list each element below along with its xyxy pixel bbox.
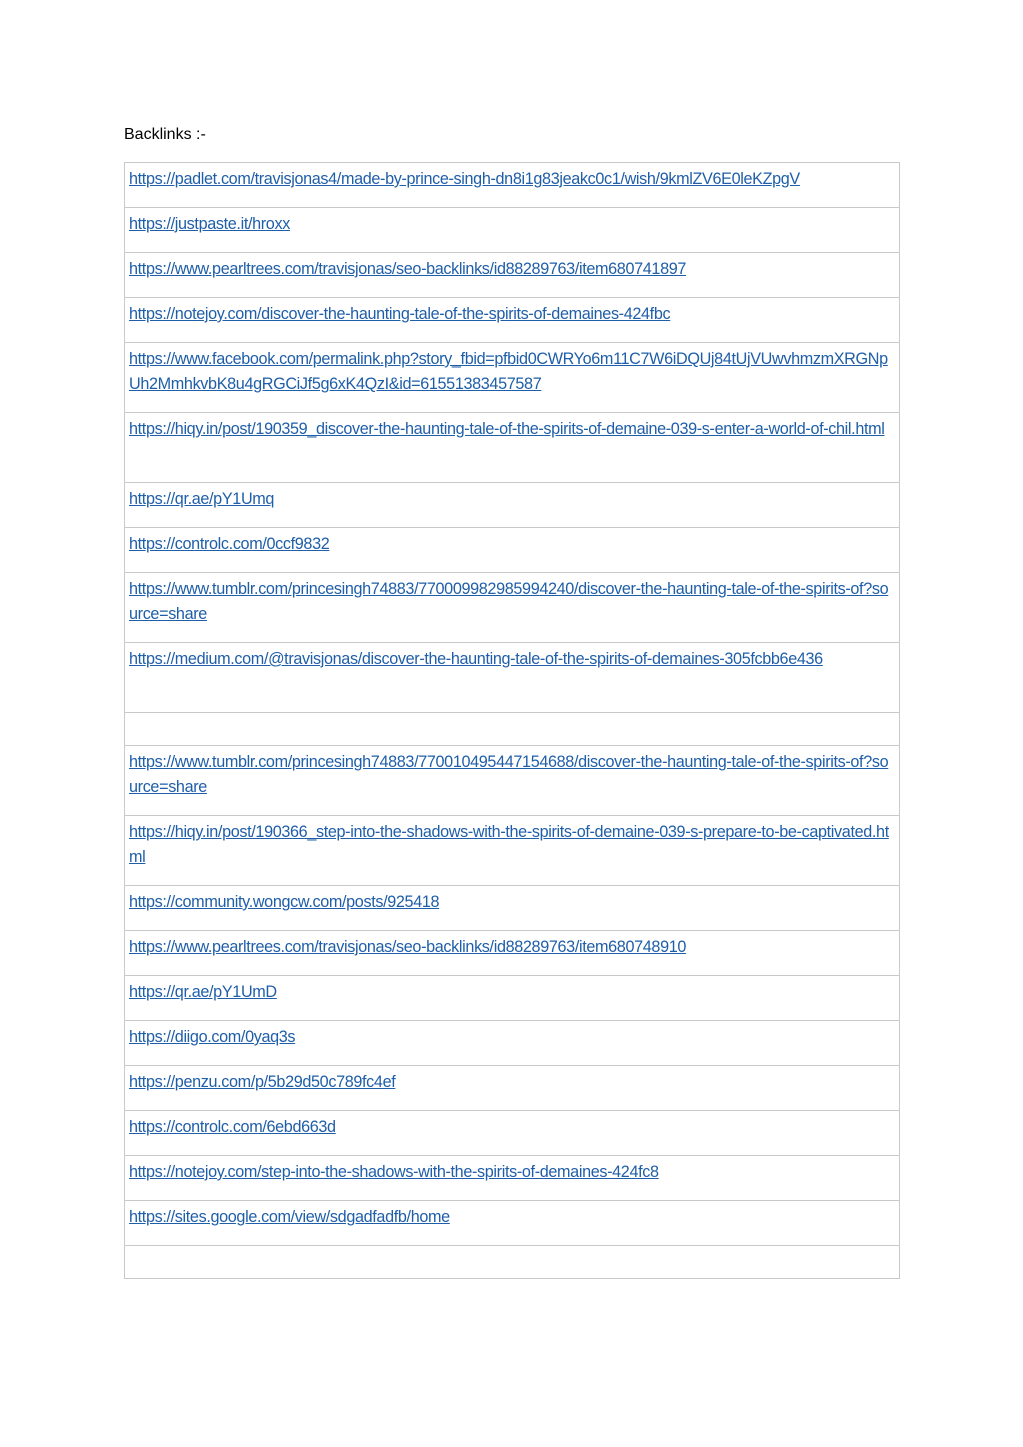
- backlink-link[interactable]: https://www.facebook.com/permalink.php?story_fbid=pfbid0CWRYo6m11C7W6iDQUj84tUjVUwvhmzmXRGNpUh2MmhkvbK8u4gRGCiJf5g6xK4QzI&id=61551383457587: [129, 350, 888, 393]
- page-heading: Backlinks :-: [124, 126, 206, 143]
- table-row: [125, 643, 900, 713]
- table-row: [125, 1021, 900, 1066]
- table-cell: [125, 413, 900, 483]
- table-cell: [125, 816, 900, 886]
- backlinks-table: [124, 162, 900, 1279]
- table-row: [125, 343, 900, 413]
- backlink-link[interactable]: https://community.wongcw.com/posts/925418: [129, 893, 440, 911]
- table-cell: [125, 343, 900, 413]
- table-row: [125, 573, 900, 643]
- backlink-link[interactable]: https://hiqy.in/post/190366_step-into-the-shadows-with-the-spirits-of-demaine-039-s-prepare-to-be-captivated.html: [129, 823, 889, 866]
- backlink-link[interactable]: https://www.tumblr.com/princesingh74883/770009982985994240/discover-the-haunting-tale-of-the-spirits-of?source=share: [129, 580, 889, 623]
- table-cell: [125, 1246, 900, 1279]
- backlink-link[interactable]: https://www.pearltrees.com/travisjonas/seo-backlinks/id88289763/item680741897: [129, 260, 687, 278]
- table-cell: [125, 1111, 900, 1156]
- table-row: [125, 163, 900, 208]
- table-cell: [125, 208, 900, 253]
- backlink-link[interactable]: https://notejoy.com/step-into-the-shadows-with-the-spirits-of-demaines-424fc8: [129, 1163, 659, 1181]
- table-cell: [125, 298, 900, 343]
- table-cell: [125, 1066, 900, 1111]
- backlink-link[interactable]: https://qr.ae/pY1UmD: [129, 983, 277, 1001]
- backlink-link[interactable]: https://www.pearltrees.com/travisjonas/seo-backlinks/id88289763/item680748910: [129, 938, 687, 956]
- table-row: [125, 886, 900, 931]
- table-row: [125, 253, 900, 298]
- table-cell: [125, 163, 900, 208]
- backlink-link[interactable]: https://qr.ae/pY1Umq: [129, 490, 275, 508]
- backlink-link[interactable]: https://medium.com/@travisjonas/discover-the-haunting-tale-of-the-spirits-of-demaines-305fcbb6e436: [129, 650, 823, 668]
- backlink-link[interactable]: https://notejoy.com/discover-the-haunting-tale-of-the-spirits-of-demaines-424fbc: [129, 305, 671, 323]
- table-cell: [125, 1021, 900, 1066]
- table-row: [125, 528, 900, 573]
- table-cell: [125, 713, 900, 746]
- table-row: [125, 1201, 900, 1246]
- table-row: [125, 483, 900, 528]
- backlink-link[interactable]: https://hiqy.in/post/190359_discover-the-haunting-tale-of-the-spirits-of-demaine-039-s-enter-a-world-of-chil.html: [129, 420, 885, 438]
- backlink-link[interactable]: https://controlc.com/0ccf9832: [129, 535, 330, 553]
- table-row: [125, 1066, 900, 1111]
- table-row: [125, 931, 900, 976]
- table-cell: [125, 643, 900, 713]
- table-row: [125, 208, 900, 253]
- table-cell: [125, 573, 900, 643]
- backlink-link[interactable]: https://controlc.com/6ebd663d: [129, 1118, 336, 1136]
- backlink-link[interactable]: https://justpaste.it/hroxx: [129, 215, 290, 233]
- table-row: [125, 746, 900, 816]
- table-row: [125, 976, 900, 1021]
- table-cell: [125, 483, 900, 528]
- table-row: [125, 298, 900, 343]
- backlink-link[interactable]: https://penzu.com/p/5b29d50c789fc4ef: [129, 1073, 396, 1091]
- table-cell: [125, 1201, 900, 1246]
- backlink-link[interactable]: https://www.tumblr.com/princesingh74883/770010495447154688/discover-the-haunting-tale-of-the-spirits-of?source=share: [129, 753, 889, 796]
- backlink-link[interactable]: https://padlet.com/travisjonas4/made-by-prince-singh-dn8i1g83jeakc0c1/wish/9kmlZV6E0leKZpgV: [129, 170, 800, 188]
- table-cell: [125, 746, 900, 816]
- table-cell: [125, 976, 900, 1021]
- backlink-link[interactable]: https://sites.google.com/view/sdgadfadfb/home: [129, 1208, 450, 1226]
- table-cell: [125, 931, 900, 976]
- table-row-empty: [125, 1246, 900, 1279]
- table-row: [125, 1156, 900, 1201]
- backlink-link[interactable]: https://diigo.com/0yaq3s: [129, 1028, 296, 1046]
- table-cell: [125, 886, 900, 931]
- table-row: [125, 1111, 900, 1156]
- table-cell: [125, 528, 900, 573]
- table-cell: [125, 253, 900, 298]
- table-row: [125, 413, 900, 483]
- table-row: [125, 816, 900, 886]
- table-row-empty: [125, 713, 900, 746]
- table-cell: [125, 1156, 900, 1201]
